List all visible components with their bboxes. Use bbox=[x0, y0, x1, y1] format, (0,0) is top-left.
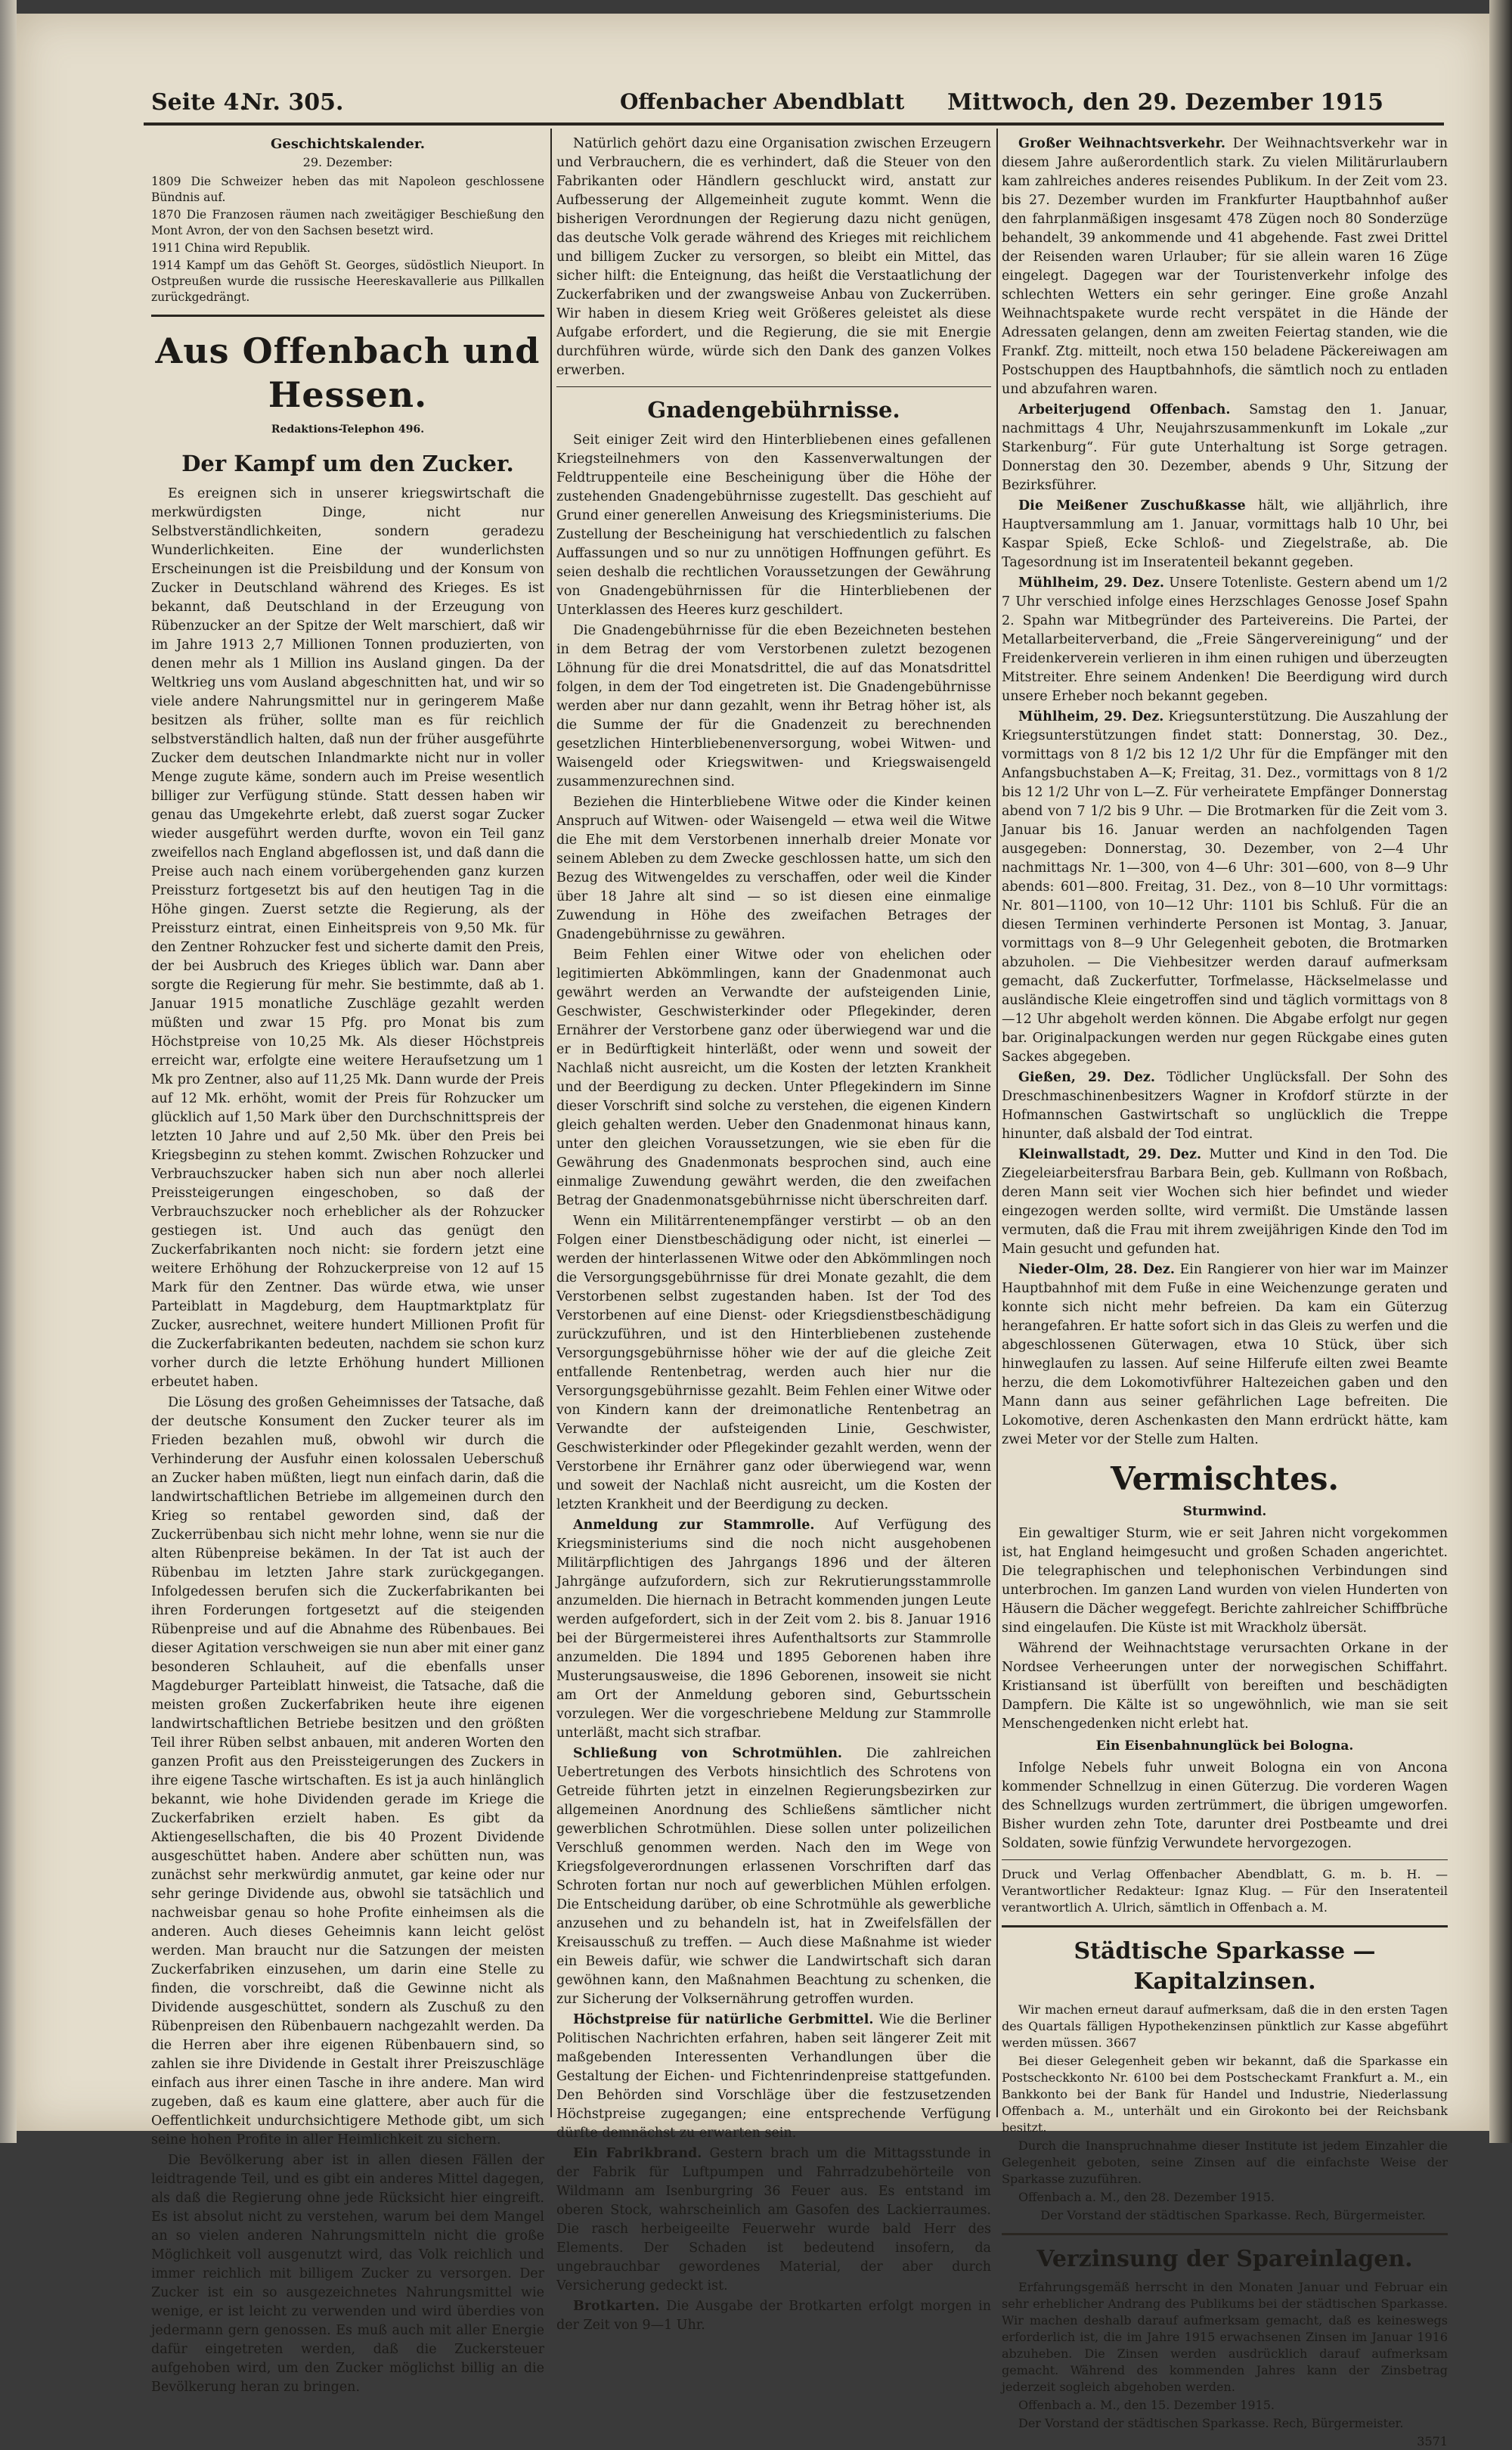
scan-right-edge bbox=[1489, 0, 1512, 2143]
divider bbox=[1002, 1859, 1448, 1860]
local-news bbox=[1002, 135, 1448, 1450]
news-title: Nieder-Olm, 28. Dez. bbox=[1018, 1262, 1175, 1277]
issue-date: Mittwoch, den 29. Dezember 1915 bbox=[947, 89, 1383, 116]
page-header bbox=[136, 89, 1383, 122]
issue-label: Nr. 305. bbox=[242, 89, 344, 116]
news-text: Tödlicher Unglücksfall. Der Sohn des Dreschmaschinenbesitzers Wagner in Krofdorf stürzte in der Hofmannschen Gastwirtschaft so unglücklich die Treppe hinunter, daß alsbald der Tod eintrat. bbox=[1002, 1070, 1448, 1142]
ad-text: Erfahrungsgemäß herrscht in den Monaten Januar und Februar ein sehr erheblicher Andrang des Publikums bei der städtischen Sparkasse. Wir machen deshalb darauf aufmerksam gemacht, daß es keineswegs erforderlich ist, die im Jahre 1915 erwachsenen Zinsen im Januar 1916 abzuheben. Die Zinsen werden ausdrücklich darauf aufmerksam gemacht. Während des kommenden Jahres kann der Zinsbetrag jederzeit sogleich abgehoben werden. bbox=[1002, 2280, 1448, 2394]
news-item bbox=[1002, 401, 1448, 495]
calendar-date: 29. Dezember: bbox=[302, 155, 393, 169]
miscellany-title: Vermischtes. bbox=[1110, 1460, 1340, 1497]
paragraph: Während der Weihnachtstage verursachten Orkane in der Nordsee Verheerungen unter der norwegischen Schiffahrt. Kristiansand ist überfüllt von bereiften und beschädigten Dampfern. Die Kälte ist so ungewöhnlich, wie man sie seit Menschengedenken nicht erlebt hat. bbox=[1002, 1641, 1448, 1732]
header-rule bbox=[144, 122, 1444, 126]
miscellany-body bbox=[1002, 1524, 1448, 1734]
news-text: Mutter und Kind in den Tod. Die Ziegeleiarbeitersfrau Barbara Bein, geb. Kullmann von Roßbach, deren Mann seit vier Wochen sich hier befindet und wieder eingezogen werden sollte, wird vermißt. Die Umstände lassen vermuten, daß die Frau mit ihrem zweijährigen Kinde den Tod im Main gesucht und gefunden hat. bbox=[1002, 1147, 1448, 1257]
newspaper-name: Offenbacher Abendblatt bbox=[620, 89, 905, 114]
paragraph: Infolge Nebels fuhr unweit Bologna ein von Ancona kommender Schnellzug in einen Güterzug. Die vorderen Wagen des Schnellzugs wurden zertrümmert, die übrigen umgeworfen. Bisher wurden zehn Tote, darunter drei Postbeamte und drei Soldaten, sowie fünfzig Verwundete hervorgezogen. bbox=[1002, 1760, 1448, 1851]
calendar-entry: 1809 Die Schweizer heben das mit Napoleon geschlossene Bündnis auf. bbox=[151, 175, 544, 204]
ad-date: Offenbach a. M., den 28. Dezember 1915. bbox=[1018, 2190, 1275, 2204]
notice bbox=[556, 2297, 991, 2335]
ad-body bbox=[1002, 2002, 1448, 2224]
news-text: Der Weihnachtsverkehr war in diesem Jahre außerordentlich stark. Zu vielen Militärurlaubern kam zahlreiches anderes reisendes Publikum. In der Zeit vom 23. bis 27. Dezember wurden im Frankfurter Hauptbahnhof außer den fahrplanmäßigen insgesamt 478 Zügen noch 80 Sonderzüge behandelt, 39 ankommende und 41 abgehende. Fast zwei Drittel der Reisenden waren Urlauber; für sie allein waren 16 Züge eingelegt. Dagegen war der Touristenverkehr infolge des schlechten Wetters ein sehr geringer. Eine große Anzahl Weihnachtspakete wurde recht verspätet in die Hände der Adressaten gelangen, denn am zweiten Feiertag standen, wie die Frankf. Ztg. mitteilt, noch etwa 150 beladene Päckereiwagen am Postschuppen des Hauptbahnhofs, die sämtlich noch zu entladen und abzufahren waren. bbox=[1002, 136, 1448, 397]
notice-title: Ein Fabrikbrand. bbox=[573, 2146, 702, 2161]
ad-text: Bei dieser Gelegenheit geben wir bekannt, daß die Sparkasse ein Postscheckkonto Nr. 6100 bei dem Postscheckamt Frankfurt a. M., ein Bankkonto bei der Bank für Handel und Industrie, Niederlassung Offenbach a. M., unterhält und ein Girokonto bei der Reichsbank besitzt. bbox=[1002, 2054, 1448, 2135]
notice-title: Schließung von Schrotmühlen. bbox=[573, 1746, 843, 1761]
ad-signature: Der Vorstand der städtischen Sparkasse. Rech, Bürgermeister. bbox=[1018, 2416, 1404, 2430]
notice-title: Brotkarten. bbox=[573, 2299, 660, 2314]
article-body bbox=[556, 431, 991, 1515]
news-item bbox=[1002, 708, 1448, 1067]
news-title: Arbeiterjugend Offenbach. bbox=[1018, 402, 1231, 417]
calendar-entry: 1914 Kampf um das Gehöft St. Georges, südöstlich Nieuport. In Ostpreußen wurde die russische Heereskavallerie aus Pillkallen zurückgedrängt. bbox=[151, 259, 544, 304]
news-text: hält, wie alljährlich, ihre Hauptversammlung am 1. Januar, vormittags halb 10 Uhr, bei Kaspar Spieß, Ecke Schloß- und Ziegelstraße, ab. Die Tagesordnung ist im Inseratenteil bekannt gegeben. bbox=[1002, 498, 1448, 570]
paragraph: Die Bevölkerung aber ist in allen diesen Fällen der leidtragende Teil, und es gibt ein anderes Mittel dagegen, als daß die Regierung ohne jede Rücksicht hier eingreift. Es ist absolut nicht zu verstehen, warum bei dem Mangel an so vielen anderen Nahrungsmitteln nicht die große Möglichkeit voll ausgenutzt wird, das Volk reichlich und immer reichlich mit billigem Zucker zu versorgen. Der Zucker ist ein so ausgezeichnetes Nahrungsmittel wie wenige, er ist leicht zu verwenden und wird überdies von jedermann gern genossen. Es muß auch mit aller Energie dafür eingetreten werden, daß die Zuckersteuer aufgehoben wird, um den Zucker möglichst billig an die Bevölkerung heran zu bringen. bbox=[151, 2153, 544, 2395]
scan-left-edge bbox=[0, 0, 17, 2143]
miscellany-body bbox=[1002, 1759, 1448, 1853]
news-item bbox=[1002, 497, 1448, 572]
divider bbox=[556, 386, 991, 387]
news-title: Die Meißener Zuschußkasse bbox=[1018, 498, 1246, 513]
notice bbox=[556, 2145, 991, 2296]
column-rule-1 bbox=[550, 129, 552, 2117]
paragraph: Es ereignen sich in unserer kriegswirtschaft die merkwürdigsten Dinge, nicht nur Selbstverständlichkeiten, sondern geradezu Wunderlichkeiten. Eine der wunderlichsten Erscheinungen ist die Preisbildung und der Konsum von Zucker in Deutschland während des Krieges. Es ist bekannt, daß Deutschland in der Erzeugung von Rübenzucker an der Spitze der Welt marschiert, daß wir im Jahre 1913 2,7 Millionen Tonnen produzierten, von denen mehr als 1 Million ins Ausland gingen. Da der Weltkrieg uns vom Ausland abgeschnitten hat, und wir so viele andere Nahrungsmittel nur in geringerem Maße besitzen als früher, sollte man es für reichlich selbstverständlich halten, daß nun der früher ausgeführte Zucker dem deutschen Inlandmarkte nicht nur in voller Menge zugute käme, sondern auch im Preise wesentlich billiger zur Verfügung stünde. Statt dessen haben wir genau das Umgekehrte erlebt, daß zuerst sogar Zucker wieder ausgeführt werden durfte, wovon ein Teil ganz zweifellos nach England abgeflossen ist, und daß dann die Preise auch nach einem vorübergehenden ganz kurzen Preissturz fortgesetzt bis auf den heutigen Tag in die Höhe gingen. Zuerst setzte die Regierung, als der Preissturz eintrat, einen Einheitspreis von 9,50 Mk. für den Zentner Rohzucker fest und sicherte damit den Preis, der bei Ausbruch des Krieges üblich war. Dann aber sorgte die Regierung für mehr. Sie bestimmte, daß ab 1. Januar 1915 monatliche Zuschläge gezahlt werden müßten und zwar 15 Pfg. pro Monat bis zum Höchstpreise von 10,25 Mk. Als dieser Höchstpreis erreicht war, erfolgte eine weitere Heraufsetzung um 1 Mk pro Zentner, also auf 11,25 Mk. Dann wurde der Preis auf 12 Mk. erhöht, womit der Preis für Rohzucker um glücklich auf 1,50 Mark über den Durchschnittspreis der letzten 10 Jahre und auf 2,50 Mk. über den Preis bei Kriegsbeginn zu stehen kommt. Zwischen Rohzucker und Verbrauchszucker haben sich nun aber noch allerlei Preissteigerungen eingeschoben, so daß der Verbrauchszucker noch erheblicher als der Rohzucker gestiegen ist. Und auch das genügt den Zuckerfabrikanten noch nicht: sie fordern jetzt eine weitere Erhöhung der Rohzuckerpreise von 12 auf 15 Mark für den Zentner. Das würde etwa, wie unser Parteiblatt in Magdeburg, dem Hauptmarktplatz für Zucker, ausrechnet, weitere hundert Millionen Profit für die Zuckerfabrikanten bedeuten, nachdem sie schon kurz vorher durch die letzte Erhöhung hundert Millionen erbeutet haben. bbox=[151, 486, 544, 1390]
calendar-list bbox=[151, 174, 544, 305]
imprint: Druck und Verlag Offenbacher Abendblatt, G. m. b. H. — Verantwortlicher Redakteur: Ignaz Klug. — Für den Inseratenteil verantwortlich A. Ulrich, sämtlich in Offenbach a. M. bbox=[1002, 1867, 1448, 1915]
article-title: Gnadengebührnisse. bbox=[647, 397, 900, 423]
section-title: Aus Offenbach und Hessen. bbox=[155, 330, 541, 415]
ad-title: Städtische Sparkasse — Kapitalzinsen. bbox=[1074, 1938, 1376, 1995]
news-item bbox=[1002, 1146, 1448, 1259]
news-text: Ein Rangierer von hier war im Mainzer Hauptbahnhof mit dem Fuße in eine Weichenzunge geraten und konnte sich nicht mehr befreien. Da kam ein Güterzug herangefahren. Er hatte sofort sich in das Gleis zu werfen und die abgeschlossenen Güterwagen, etwa 10 Stück, über sich hinweglaufen zu lassen. Auf seine Hilferufe eilten zwei Beamte herzu, die dem Lokomotivführer Haltezeichen gaben und den Mann dann aus seiner gefährlichen Lage befreiten. Die Lokomotive, deren Aschenkasten den Mann erdrückt hätte, kam zwei Meter vor der Stelle zum Halten. bbox=[1002, 1262, 1448, 1447]
news-title: Mühlheim, 29. Dez. bbox=[1018, 709, 1164, 724]
paragraph: Beim Fehlen einer Witwe oder von ehelichen oder legitimierten Abkömmlingen, kann der Gnadenmonat auch gewährt werden an Verwandte der aufsteigenden Linie, Geschwister, Geschwisterkinder oder Pflegekinder, deren Ernährer der Verstorbene ganz oder überwiegend war und die er in Bedürftigkeit hinterläßt, oder wenn und soweit der Nachlaß nicht ausreicht, um die Kosten der letzten Krankheit und der Beerdigung zu decken. Unter Pflegekindern im Sinne dieser Vorschrift sind solche zu verstehen, die eigenen Kindern gleich gehalten werden. Ueber den Gnadenmonat hinaus kann, unter den gleichen Voraussetzungen, wie sie eben für die Gewährung des Gnadenmonats besprochen sind, auch eine einmalige Zuwendung gewährt werden, die den zweifachen Betrag der Gnadenmonatsgebührnisse nicht überschreiten darf. bbox=[556, 947, 991, 1208]
paragraph: Ein gewaltiger Sturm, wie er seit Jahren nicht vorgekommen ist, hat England heimgesucht und großen Schaden angerichtet. Die telegraphischen und telephonischen Verbindungen sind unterbrochen. Im ganzen Land wurden von vielen Hunderten von Häusern die Dächer weggefegt. Berichte zahlreicher Schiffbrüche sind eingelaufen. Die Küste ist mit Wrackholz übersät. bbox=[1002, 1526, 1448, 1636]
divider bbox=[151, 315, 544, 317]
calendar-entry: 1870 Die Franzosen räumen nach zweitägiger Beschießung den Mont Avron, der von den Sachsen besetzt wird. bbox=[151, 208, 544, 237]
paragraph: Wenn ein Militärrentenempfänger verstirbt — ob an den Folgen einer Dienstbeschädigung oder nicht, ist einerlei — werden der hinterlassenen Witwe oder den Abkömmlingen noch die Versorgungsgebührnisse für drei Monate gezahlt, die dem Verstorbenen selbst zugestanden haben. Ist der Tod des Verstorbenen auf eine Dienst- oder Kriegsdienstbeschädigung zurückzuführen, und ist den Hinterbliebenen zustehende Versorgungsgebührnisse höher wie der auf die gleiche Zeit entfallende Rentenbetrag, werden auch hier nur die Versorgungsgebührnisse gezahlt. Beim Fehlen einer Witwe oder von Kindern kann der dreimonatliche Rentenbetrag an Verwandte der aufsteigenden Linie, Geschwister, Geschwisterkinder oder Pflegekinder gezahlt werden, wenn der Verstorbene ihr Ernährer ganz oder überwiegend war, wenn und soweit der Nachlaß nicht ausreicht, um die Kosten der letzten Krankheit und der Beerdigung zu decken. bbox=[556, 1214, 991, 1512]
calendar-entry: 1911 China wird Republik. bbox=[151, 241, 311, 255]
page-label: Seite 4. bbox=[151, 89, 247, 116]
miscellany-subtitle: Sturmwind. bbox=[1182, 1504, 1267, 1519]
article-body bbox=[151, 485, 544, 2397]
paragraph: Die Lösung des großen Geheimnisses der Tatsache, daß der deutsche Konsument den Zucker teurer als im Frieden bezahlen muß, obwohl wir durch die Verhinderung der Ausfuhr einen kolossalen Ueberschuß an Zucker haben müßten, liegt nun einfach darin, daß die landwirtschaftlichen Betriebe im allgemeinen durch den Krieg so rentabel geworden sind, daß der Zuckerrübenbau sich nicht mehr lohne, wenn sie nur die alten Rübenpreise bekämen. In der Tat ist auch der Rübenbau im letzten Jahre stark zurückgegangen. Infolgedessen berufen sich die Zuckerfabrikanten bei ihren Forderungen fortgesetzt auf die steigenden Rübenpreise und auf die Abnahme des Rübenbaues. Bei dieser Agitation verschweigen sie nun aber mit einer ganz besonderen Schlauheit, auf die ebenfalls unser Magdeburger Parteiblatt hinweist, die Tatsache, daß die meisten großen Zuckerfabriken heute ihre eigenen landwirtschaftlichen Betriebe besitzen und den größten Teil ihrer Rüben selbst anbauen, mit anderen Worten den ganzen Profit aus den Preissteigerungen des Zuckers in ihre eigene Tasche wirtschaften. Es ist ja auch hinlänglich bekannt, wie hohe Dividenden gerade im Kriege die Zuckerfabriken erzielt haben. Es gibt da Aktiengesellschaften, die bis 40 Prozent Dividende ausgeschüttet haben. Andere aber schütten nun, was zunächst sehr merkwürdig anmutet, gar keine oder nur sehr geringe Dividende aus, obwohl sie tatsächlich und nachweisbar genau so hohe Profite einheimsen als die anderen. Auch dieses Geheimnis kann leicht gelöst werden. Man braucht nur die Satzungen der meisten Zuckerfabriken einzusehen, um darin eine Stelle zu finden, die vorschreibt, daß die Gewinne nicht als Dividende ausgeschüttet, sondern als Zuschuß zu den Rübenpreisen den Rübenbauern nachgezahlt werden. Da die Herren aber ihre eigenen Rübenbauern sind, so zahlen sie ihre Dividende in Gestalt ihrer Preiszuschläge einfach aus ihrer einen Tasche in ihre andere. Man wird zugeben, daß es kaum eine glattere, aber auch für die Oeffentlichkeit undurchsichtigere Methode gibt, um sich seine hohen Profite in aller Heimlichkeit zu sichern. bbox=[151, 1395, 544, 2148]
news-text: Kriegsunterstützung. Die Auszahlung der Kriegsunterstützungen findet statt: Donnerstag, 30. Dez., vormittags von 8 1/2 bis 12 1/2 Uhr für die Empfänger mit den Anfangsbuchstaben A—K; Freitag, 31. Dez., vormittags von 8 1/2 bis 12 1/2 Uhr von L—Z. Für verheiratete Empfänger Donnerstag abend von 7 1/2 bis 9 Uhr. — Die Brotmarken für die Zeit vom 3. Januar bis 16. Januar werden an nachfolgenden Tagen ausgegeben: Donnerstag, 30. Dezember, von 2—4 Uhr nachmittags Nr. 1—300, von 4—6 Uhr: 301—600, von 8—9 Uhr abends: 601—800. Freitag, 31. Dez., von 8—10 Uhr vormittags: Nr. 801—1100, von 10—12 Uhr: 1101 bis Schluß. Für die an diesen Terminen verhinderte Personen ist Montag, 3. Januar, vormittags von 8—9 Uhr Gelegenheit geboten, die Brotmarken abzuholen. — Die Viehbesitzer werden darauf aufmerksam gemacht, daß Zuckerfutter, Torfmelasse, Häckselmelasse und ausländische Kleie eingetroffen sind und täglich vormittags von 8—12 Uhr abgeholt werden können. Die Abgabe erfolgt nur gegen bar. Originalpackungen werden nur gegen Rückgabe eines guten Sackes abgegeben. bbox=[1002, 709, 1448, 1065]
divider bbox=[1002, 1925, 1448, 1927]
notice-text: Gestern brach um die Mittagsstunde in der Fabrik für Luftpumpen und Fahrradzubehörteile von Wildmann am Isenburgring 36 Feuer aus. Es entstand im oberen Stock, wahrscheinlich am Gasofen des Lackierraumes. Die rasch herbeigeeilte Feuerwehr wurde bald Herr des Elements. Der Schaden ist bedeutend insofern, da ungebrauchbar gewordenes Material, der aber durch Versicherung gedeckt ist. bbox=[556, 2146, 991, 2293]
notice-title: Anmeldung zur Stammrolle. bbox=[573, 1518, 815, 1533]
paragraph: Beziehen die Hinterbliebene Witwe oder die Kinder keinen Anspruch auf Witwen- oder Waisengeld — etwa weil die Witwe die Ehe mit dem Verstorbenen innerhalb dreier Monate vor seinem Ableben zu dem Zwecke geschlossen hatte, um sich den Bezug des Witwengeldes zu verschaffen, oder weil die Kinder über 18 Jahre alt sind — so ist diesen eine einmalige Zuwendung in Höhe des zweifachen Betrages der Gnadengebührnisse zu gewähren. bbox=[556, 795, 991, 942]
column-1 bbox=[151, 135, 544, 2395]
paragraph: Seit einiger Zeit wird den Hinterbliebenen eines gefallenen Kriegsteilnehmers von den Kassenverwaltungen der Feldtruppenteile eine Bescheinigung über die Höhe der zustehenden Gnadengebührnisse zugestellt. Das geschieht auf Grund einer generellen Anweisung des Kriegsministeriums. Die Zustellung der Bescheinigung hat verschiedentlich zu falschen Auffassungen und so nur zu unnötigen Hoffnungen geführt. Es seien deshalb die rechtlichen Voraussetzungen der Gewährung von Gnadengebührnissen für die Hinterbliebenen der Unterklassen des Heeres kurz geschildert. bbox=[556, 433, 991, 618]
ad-signature: Der Vorstand der städtischen Sparkasse. Rech, Bürgermeister. bbox=[1040, 2208, 1426, 2222]
notice bbox=[556, 1744, 991, 2009]
notice-text: Die Ausgabe der Brotkarten erfolgt morgen in der Zeit von 9—1 Uhr. bbox=[556, 2299, 991, 2333]
calendar-title: Geschichtskalender. bbox=[271, 136, 425, 152]
notice-text: Die zahlreichen Uebertretungen des Verbots hinsichtlich des Schrotens von Getreide führten jetzt in einzelnen Regierungsbezirken zur allgemeinen Anordnung des Schließens sämtlicher nicht gewerblichen Schrotmühlen. Diese sollen unter polizeilichen Verschluß genommen werden. Nach den im Wege von Kriegsfolgeverordnungen erlassenen Vorschriften darf das Schroten fortan nur noch auf gewerblichen Mühlen erfolgen. Die Entscheidung darüber, ob eine Schrotmühle als gewerbliche anzusehen und zu behandeln ist, hat in Zweifelsfällen der Kreisausschuß zu treffen. — Auch diese Maßnahme ist wieder ein Beweis dafür, wie schwer die Landwirtschaft sich daran gewöhnen kann, den Maßnahmen Beachtung zu schenken, die zur Sicherung der Volksernährung getroffen wurden. bbox=[556, 1746, 991, 2007]
ad-body bbox=[1002, 2279, 1448, 2450]
notice bbox=[556, 2011, 991, 2143]
section-phone: Redaktions-Telephon 496. bbox=[271, 423, 425, 436]
ad-number: 3571 bbox=[1417, 2434, 1448, 2448]
news-text: Samstag den 1. Januar, nachmittags 4 Uhr, Neujahrszusammenkunft im Lokale „zur Starkenburg“. Für gute Unterhaltung ist Sorge getragen. Donnerstag den 30. Dezember, abends 9 Uhr, Sitzung der Bezirksführer. bbox=[1002, 402, 1448, 493]
news-item bbox=[1002, 1261, 1448, 1450]
notice-text: Auf Verfügung des Kriegsministeriums sind die noch nicht ausgehobenen Militärpflichtigen des Jahrgangs 1896 und der älteren Jahrgänge aufzufordern, sich zur Rekrutierungsstammrolle anzumelden. Die hiernach in Betracht kommenden jungen Leute werden aufgefordert, sich in der Zeit vom 2. bis 8. Januar 1916 bei der Bürgermeisterei ihres Aufenthaltsorts zur Stammrolle anzumelden. Die 1894 und 1895 Geborenen haben ihre Musterungsausweise, die 1896 Geborenen, insoweit sie nicht am Ort der Anmeldung geboren sind, Geburtsschein vorzulegen. Wer die vorgeschriebene Meldung zur Stammrolle unterläßt, macht sich strafbar. bbox=[556, 1518, 991, 1741]
notice-text: Wie die Berliner Politischen Nachrichten erfahren, haben seit längerer Zeit mit maßgebenden Interessenten Verhandlungen über die Gestaltung der Eichen- und Fichtenrindenpreise stattgefunden. Den Behörden sind Vorschläge über die festzusetzenden Höchstpreise zugegangen; eine entsprechende Verfügung dürfte demnächst zu erwarten sein. bbox=[556, 2012, 991, 2141]
news-text: Unsere Totenliste. Gestern abend um 1/2 7 Uhr verschied infolge eines Herzschlages Genosse Josef Spahn 2. Spahn war Mitbegründer des Parteivereins. Die Partei, der Metallarbeiterverband, die „Freie Sängervereinigung“ und der Freidenkerverein verlieren in ihm einen ruhigen und überzeugten Mitstreiter. Ehre seinem Andenken! Die Beerdigung wird durch unsere Erheber noch bekannt gegeben. bbox=[1002, 575, 1448, 704]
local-notices bbox=[556, 1516, 991, 2335]
ad-title: Verzinsung der Spareinlagen. bbox=[1036, 2246, 1413, 2272]
news-title: Kleinwallstadt, 29. Dez. bbox=[1018, 1147, 1202, 1162]
news-item bbox=[1002, 1068, 1448, 1144]
news-title: Gießen, 29. Dez. bbox=[1018, 1070, 1155, 1085]
divider bbox=[1002, 2233, 1448, 2235]
column-rule-2 bbox=[996, 129, 998, 2117]
news-title: Großer Weihnachtsverkehr. bbox=[1018, 136, 1226, 151]
paragraph: Die Gnadengebührnisse für die eben Bezeichneten bestehen in dem Betrag der vom Verstorbenen zuletzt bezogenen Löhnung für die drei Monatsdrittel, die auf das Monatsdrittel folgen, in dem der Tod eingetreten ist. Die Gnadengebührnisse werden aber nur dann gezahlt, wenn ihr Betrag höher ist, als die Summe der für die Gnadenzeit zu berechnenden gesetzlichen Hinterbliebenenversorgung, wobei Witwen- und Waisengeld oder Kriegswitwen- und Kriegswaisengeld zusammenzurechnen sind. bbox=[556, 623, 991, 789]
ad-date: Offenbach a. M., den 15. Dezember 1915. bbox=[1018, 2398, 1275, 2412]
article-continuation: Natürlich gehört dazu eine Organisation zwischen Erzeugern und Verbrauchern, die es verhindert, daß die Steuer von den Fabrikanten oder Händlern geschluckt wird, anstatt zur Aufbesserung der Allgemeinheit zugute kommt. Wenn die bisherigen Verordnungen der Regierung dazu nicht genügen, das deutsche Volk gerade während des Krieges mit reichlichem und billigem Zucker zu versorgen, so bleibt ein Mittel, das sicher hilft: die Enteignung, das heißt die Verstaatlichung der Zuckerfabriken und der zwangsweise Anbau von Zuckerrüben. Wir haben in diesem Krieg weit Größeres geleistet als diese Aufgabe erfordert, und die Regierung, die sie mit Energie durchführen würde, würde sich den Dank des ganzen Volkes erwerben. bbox=[556, 136, 991, 378]
miscellany-subtitle: Ein Eisenbahnunglück bei Bologna. bbox=[1095, 1738, 1354, 1754]
ad-text: Wir machen erneut darauf aufmerksam, daß die in den ersten Tagen des Quartals fälligen Hypothekenzinsen pünktlich zur Kasse abgeführt werden müssen. 3667 bbox=[1002, 2002, 1448, 2050]
ad-text: Durch die Inanspruchnahme dieser Institute ist jedem Einzahler die Gelegenheit geboten, seine Zinsen auf die einfachste Weise der Sparkasse zuzuführen. bbox=[1002, 2138, 1448, 2186]
notice bbox=[556, 1516, 991, 1743]
news-title: Mühlheim, 29. Dez. bbox=[1018, 575, 1164, 591]
news-item bbox=[1002, 574, 1448, 706]
news-item bbox=[1002, 135, 1448, 399]
column-3 bbox=[1002, 135, 1448, 2448]
article-title: Der Kampf um den Zucker. bbox=[181, 451, 514, 476]
column-2 bbox=[556, 135, 991, 2333]
notice-title: Höchstpreise für natürliche Gerbmittel. bbox=[573, 2012, 874, 2027]
